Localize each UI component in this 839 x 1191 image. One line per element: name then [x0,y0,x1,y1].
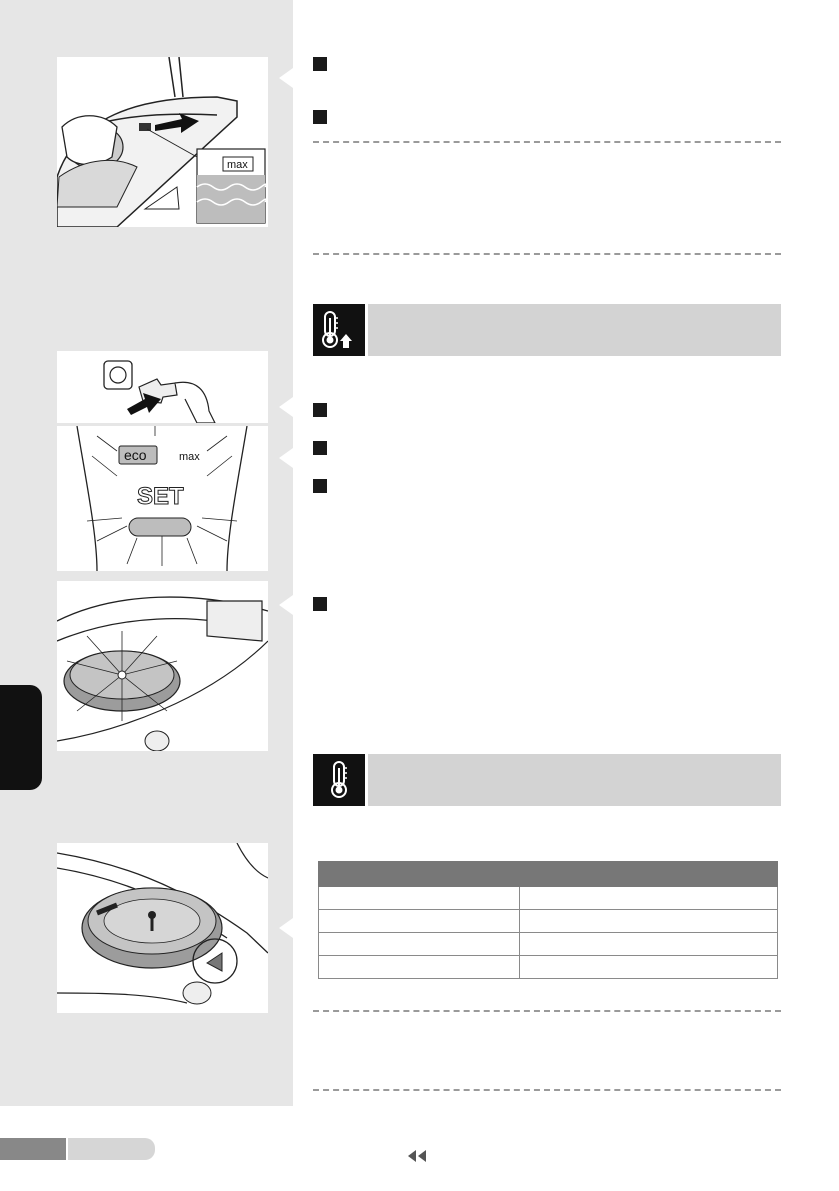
dial-setting-illustration [57,843,268,1013]
step-marker [313,441,327,455]
settings-table [318,861,778,979]
eco-label: eco [124,447,147,463]
table-cell [319,910,520,933]
note-divider [313,141,781,143]
pointer-arrow [279,68,293,88]
step-marker [313,479,327,493]
set-label: SET [137,483,184,510]
table-row [319,933,778,956]
pointer-arrow [279,448,293,468]
double-chevron-left-icon[interactable] [406,1150,430,1162]
page-indicator-fill [0,1138,68,1160]
section-bar [368,304,781,356]
note-divider [313,253,781,255]
table-cell [520,933,778,956]
thermometer-up-icon [313,304,365,356]
step-marker [313,110,327,124]
note-divider [313,1089,781,1091]
max-display-label: max [179,451,200,463]
page-indicator [0,1138,155,1160]
chapter-tab[interactable] [0,685,42,790]
thermometer-icon [313,754,365,806]
eco-display-illustration [57,426,268,571]
table-cell [319,887,520,910]
iron-filling-illustration [57,57,268,227]
table-row [319,887,778,910]
table-cell [520,887,778,910]
section-temperature-settings [313,754,781,806]
pointer-arrow [279,918,293,938]
table-cell [520,910,778,933]
table-row [319,956,778,979]
step-marker [313,57,327,71]
section-bar [368,754,781,806]
dial-flashing-illustration [57,581,268,751]
max-label: max [227,159,248,171]
table-row [319,910,778,933]
table-cell [520,956,778,979]
step-marker [313,597,327,611]
plug-in-illustration [57,351,268,423]
table-header-cell [520,862,778,887]
section-temperature-increase [313,304,781,356]
pointer-arrow [279,397,293,417]
step-marker [313,403,327,417]
table-cell [319,956,520,979]
table-cell [319,933,520,956]
note-divider [313,1010,781,1012]
table-header-cell [319,862,520,887]
pointer-arrow [279,595,293,615]
